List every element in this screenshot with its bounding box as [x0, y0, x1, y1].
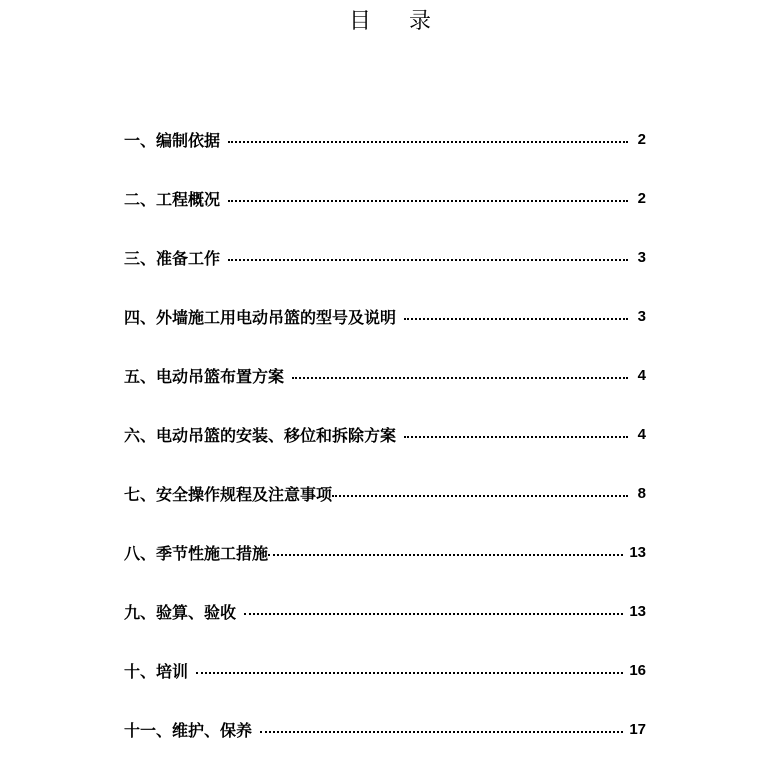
toc-entry-page: 2: [637, 190, 646, 207]
toc-entry[interactable]: [124, 700, 646, 759]
toc-entry-page: 2: [637, 131, 646, 148]
toc-entry[interactable]: [124, 228, 646, 287]
toc-dot-leader: [404, 436, 628, 438]
toc-entry-page: 4: [637, 426, 646, 443]
toc-dot-leader: [196, 672, 623, 674]
toc-dot-leader: [228, 200, 628, 202]
toc-entry-page: 16: [629, 662, 646, 679]
title-char-2: 录: [409, 9, 432, 34]
toc-entry[interactable]: [124, 287, 646, 346]
toc-dot-leader: [228, 259, 628, 261]
toc-entry-label: 八、季节性施工措施: [124, 544, 269, 563]
title-char-1: 目: [348, 9, 371, 34]
toc-entry[interactable]: [124, 641, 646, 700]
toc-entry[interactable]: [124, 405, 646, 464]
toc-entry[interactable]: [124, 582, 646, 641]
toc-dot-leader: [332, 495, 628, 497]
toc-entry-label: 四、外墙施工用电动吊篮的型号及说明: [124, 308, 397, 327]
table-of-contents: [124, 110, 646, 759]
toc-entry-label: 十、培训: [124, 662, 189, 681]
toc-entry[interactable]: [124, 464, 646, 523]
toc-entry-page: 4: [637, 367, 646, 384]
toc-entry-label: 五、电动吊篮布置方案: [124, 367, 285, 386]
toc-dot-leader: [260, 731, 623, 733]
toc-entry-label: 七、安全操作规程及注意事项: [124, 485, 333, 504]
toc-entry[interactable]: [124, 523, 646, 582]
toc-dot-leader: [228, 141, 628, 143]
toc-entry-page: 3: [637, 249, 646, 266]
toc-entry-label: 三、准备工作: [124, 249, 221, 268]
toc-entry-label: 二、工程概况: [124, 190, 221, 209]
toc-entry-page: 13: [629, 603, 646, 620]
toc-entry-label: 六、电动吊篮的安装、移位和拆除方案: [124, 426, 397, 445]
toc-dot-leader: [404, 318, 628, 320]
toc-entry-page: 17: [629, 721, 646, 738]
toc-entry-page: 3: [637, 308, 646, 325]
toc-entry-label: 一、编制依据: [124, 131, 221, 150]
toc-dot-leader: [292, 377, 628, 379]
toc-entry[interactable]: [124, 346, 646, 405]
toc-dot-leader: [268, 554, 623, 556]
toc-entry[interactable]: [124, 110, 646, 169]
toc-entry-page: 8: [637, 485, 646, 502]
toc-entry-label: 十一、维护、保养: [124, 721, 253, 740]
toc-entry-label: 九、验算、验收: [124, 603, 237, 622]
toc-dot-leader: [244, 613, 623, 615]
page-title: [0, 4, 780, 35]
toc-entry[interactable]: [124, 169, 646, 228]
toc-entry-page: 13: [629, 544, 646, 561]
